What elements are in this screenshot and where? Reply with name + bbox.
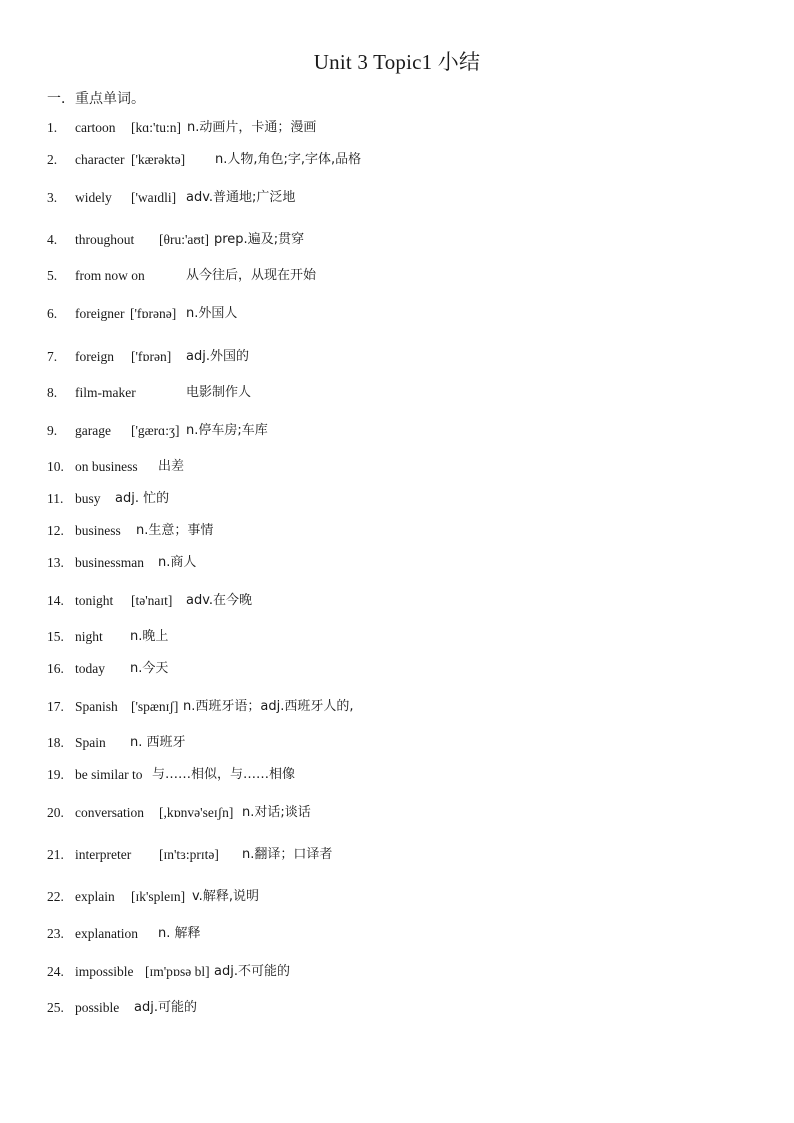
vocab-word: tonight — [75, 593, 114, 608]
vocab-phonetic: [ɪk'spleɪn] — [131, 889, 186, 904]
vocab-word: businessman — [75, 555, 144, 570]
vocab-meaning: adv.普通地;广泛地 — [186, 190, 296, 205]
vocab-meaning: prep.遍及;贯穿 — [214, 232, 305, 247]
vocab-number: 24. — [47, 964, 64, 979]
vocab-row — [47, 456, 767, 478]
vocab-number: 22. — [47, 889, 64, 904]
vocab-phonetic: ['gærɑ:ʒ] — [131, 423, 180, 438]
vocab-meaning: adv.在今晚 — [186, 593, 253, 608]
vocab-row — [47, 961, 767, 983]
vocab-row — [47, 382, 767, 404]
vocab-number: 21. — [47, 847, 64, 862]
vocab-row — [47, 265, 767, 287]
vocab-row — [47, 520, 767, 542]
vocab-meaning: 从今往后，从现在开始 — [186, 268, 317, 283]
vocab-phonetic: ['fɒrən] — [131, 349, 172, 364]
vocab-word: film-maker — [75, 385, 136, 400]
vocab-number: 12. — [47, 523, 64, 538]
vocab-meaning: n. 解释 — [158, 926, 201, 941]
vocab-row — [47, 149, 767, 171]
vocab-number: 14. — [47, 593, 64, 608]
vocab-word: explanation — [75, 926, 138, 941]
vocab-number: 18. — [47, 735, 64, 750]
vocab-row — [47, 420, 767, 442]
vocab-phonetic: ['kærəktə] — [131, 152, 186, 167]
vocab-number: 8. — [47, 385, 58, 400]
vocab-word: conversation — [75, 805, 144, 820]
vocab-row — [47, 187, 767, 209]
page-title: Unit 3 Topic1 小结 — [313, 50, 481, 74]
vocab-row — [47, 802, 767, 824]
vocab-meaning: n.西班牙语；adj.西班牙人的, — [183, 699, 354, 714]
vocab-row — [47, 626, 767, 648]
vocab-meaning: 与……相似，与……相像 — [152, 767, 296, 782]
vocab-word: widely — [75, 190, 112, 205]
vocab-phonetic: ['waɪdli] — [131, 190, 177, 205]
vocab-meaning: n.商人 — [158, 555, 197, 570]
vocab-word: cartoon — [75, 120, 116, 135]
vocab-number: 25. — [47, 1000, 64, 1015]
vocab-row — [47, 590, 767, 612]
vocab-word: impossible — [75, 964, 134, 979]
vocab-word: foreigner — [75, 306, 125, 321]
vocab-word: Spanish — [75, 699, 118, 714]
vocab-word: interpreter — [75, 847, 132, 862]
vocab-row — [47, 886, 767, 908]
vocab-meaning: adj.外国的 — [186, 349, 249, 364]
vocab-word: on business — [75, 459, 138, 474]
vocab-word: foreign — [75, 349, 114, 364]
vocab-word: from now on — [75, 268, 145, 283]
vocab-phonetic: ['spænɪʃ] — [131, 699, 179, 714]
vocab-meaning: n.外国人 — [186, 306, 238, 321]
vocab-phonetic: [θru:'aʊt] — [159, 232, 210, 247]
vocab-word: Spain — [75, 735, 106, 750]
vocab-meaning: adj.可能的 — [134, 1000, 197, 1015]
vocab-number: 17. — [47, 699, 64, 714]
vocab-word: business — [75, 523, 121, 538]
vocab-number: 1. — [47, 120, 58, 135]
vocab-word: throughout — [75, 232, 135, 247]
vocab-meaning: n.停车房;车库 — [186, 423, 268, 438]
vocab-row — [47, 732, 767, 754]
vocab-number: 5. — [47, 268, 58, 283]
vocab-number: 4. — [47, 232, 58, 247]
vocab-row — [47, 764, 767, 786]
vocab-phonetic: [ɪn'tɜ:prɪtə] — [159, 847, 219, 862]
vocab-phonetic: [,kɒnvə'seɪʃn] — [159, 805, 234, 820]
vocab-meaning: n.动画片，卡通；漫画 — [187, 120, 317, 135]
vocab-meaning: v.解释,说明 — [192, 889, 259, 904]
vocab-number: 23. — [47, 926, 64, 941]
vocab-row — [47, 923, 767, 945]
vocab-meaning: n.对话;谈话 — [242, 805, 311, 820]
vocab-word: character — [75, 152, 125, 167]
vocab-row — [47, 696, 767, 718]
vocab-number: 15. — [47, 629, 64, 644]
vocab-number: 19. — [47, 767, 64, 782]
vocab-row — [47, 844, 767, 866]
vocab-meaning: n.生意；事情 — [136, 523, 214, 538]
vocab-number: 11. — [47, 491, 64, 506]
vocab-word: be similar to — [75, 767, 143, 782]
vocab-phonetic: [tə'naɪt] — [131, 593, 173, 608]
vocab-number: 16. — [47, 661, 64, 676]
vocab-row — [47, 117, 767, 139]
vocab-phonetic: [kɑ:'tu:n] — [131, 120, 181, 135]
vocab-meaning: 电影制作人 — [186, 385, 252, 400]
vocab-meaning: adj.不可能的 — [214, 964, 290, 979]
vocab-number: 2. — [47, 152, 58, 167]
vocab-phonetic: [ɪm'pɒsə bl] — [145, 964, 210, 979]
vocab-meaning: n.翻译；口译者 — [242, 847, 333, 862]
vocab-meaning: n. 西班牙 — [130, 735, 186, 750]
vocab-row — [47, 346, 767, 368]
vocab-word: today — [75, 661, 105, 676]
vocab-phonetic: ['fɒrənə] — [130, 306, 177, 321]
vocab-word: explain — [75, 889, 115, 904]
vocab-number: 9. — [47, 423, 58, 438]
vocab-meaning: n.晚上 — [130, 629, 169, 644]
vocab-row — [47, 997, 767, 1019]
vocab-meaning: 出差 — [158, 459, 185, 474]
vocab-row — [47, 229, 767, 251]
vocab-number: 10. — [47, 459, 64, 474]
vocab-meaning: adj. 忙的 — [115, 491, 170, 506]
vocab-meaning: n.人物,角色;字,字体,品格 — [215, 152, 362, 167]
vocab-number: 3. — [47, 190, 58, 205]
vocab-number: 6. — [47, 306, 58, 321]
vocab-word: busy — [75, 491, 101, 506]
vocab-number: 7. — [47, 349, 58, 364]
vocab-row — [47, 303, 767, 325]
vocab-word: night — [75, 629, 103, 644]
vocab-word: possible — [75, 1000, 120, 1015]
vocab-meaning: n.今天 — [130, 661, 169, 676]
vocab-row — [47, 488, 767, 510]
vocab-row — [47, 552, 767, 574]
vocab-row — [47, 658, 767, 680]
vocab-number: 20. — [47, 805, 64, 820]
vocab-number: 13. — [47, 555, 64, 570]
vocab-word: garage — [75, 423, 111, 438]
section-heading: 一．重点单词。 — [47, 91, 145, 107]
